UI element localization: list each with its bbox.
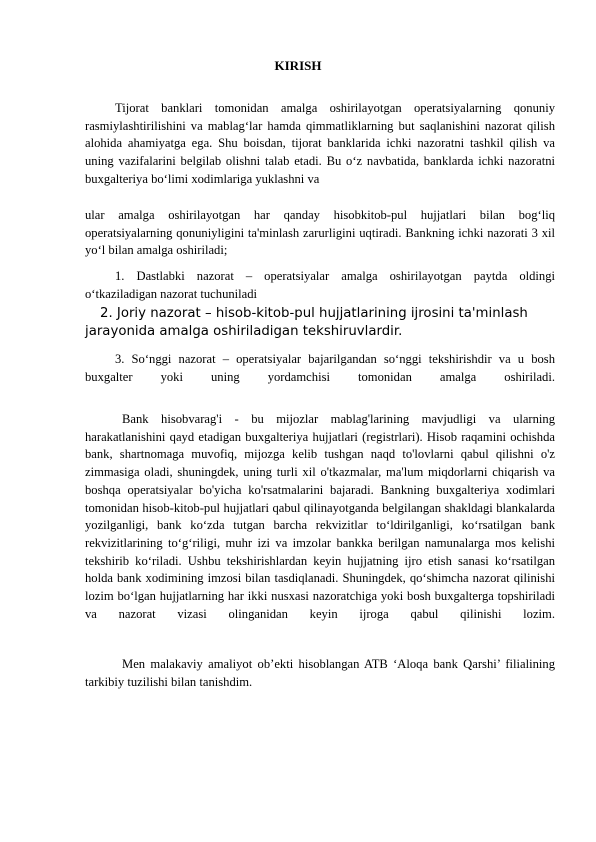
intro-paragraph-part-1: Tijorat banklari tomonidan amalga oshirilayotgan operatsiyalarning qonuniy rasmiylashtirilishini va mablag‘lar hamda qimmatliklarning but saqlanishini nazorat qilish alohida ahamiyatga ega. Shu boisdan, tijorat banklarida ichki nazoratni tashkil qilish va uning vazifalarini belgilab olishni talab etadi. Bu o‘z navbatida, banklarda ichki nazoratni buxgalteriya bo‘limi xodimlariga yuklashni va <box>85 101 555 186</box>
list-item-current-control: 2. Joriy nazorat – hisob-kitob-pul hujjatlarining ijrosini ta'minlash jarayonida amalga oshiriladigan tekshiruvlardir. <box>85 306 528 339</box>
page-title: KIRISH <box>274 58 322 73</box>
bank-account-paragraph: Bank hisobvarag'i - bu mijozlar mablag'larining mavjudligi va ularning harakatlanishini qayd etadigan buxgalteriya hujjatlari (registrlari). Hisob raqamini ochishda bank, shartnomaga muvofiq, mijozga kelib tushgan naqd to'lovlarni qabul qilishni o'z zimmasiga oladi, shuningdek, uning turli xil o'tkazmalar, ma'lum miqdorlarni chiqarish va boshqa operatsiyalar bo'yicha ko'rsatmalarini bajaradi. Bankning buxgalteriya xodimlari tomonidan hisob-kitob-pul hujjatlari qabul qilinayotganda belgilangan shakldagi blankalarda yozilganligi, bank ko‘zda tutgan barcha rekvizitlar to‘ldirilganligi, ko‘rsatilgan bank rekvizitlarining to‘g‘riligi, muhr izi va imzolar bankka berilgan namunalarga mos kelishi tekshirib ko‘riladi. Ushbu tekshirishlardan keyin hujjatning ijro etish sanasi ko‘rsatilgan holda bank xodimining imzosi bilan tasdiqlanadi. Shuningdek, qo‘shimcha nazorat qilinishi lozim bo‘lgan hujjatlarning har ikki nusxasi nazoratchiga yoki bosh buxgalterga topshiriladi va nazorat vizasi olinganidan keyin ijroga qabul qilinishi lozim. <box>85 412 555 621</box>
list-item-final-control: 3. So‘nggi nazorat – operatsiyalar bajarilgandan so‘nggi tekshirishdir va u bosh buxgalter yoki uning yordamchisi tomonidan amalga oshiriladi. <box>85 352 555 384</box>
list-item-initial-control: 1. Dastlabki nazorat – operatsiyalar amalga oshirilayotgan paytda oldingi o‘tkaziladigan nazorat tuchuniladi <box>85 269 555 301</box>
intro-paragraph-part-2: ular amalga oshirilayotgan har qanday hisobkitob-pul hujjatlari bilan bog‘liq operatsiyalarning qonuniyligini ta'minlash zarurligini uqtiradi. Bankning ichki nazorati 3 xil yo‘l bilan amalga oshiriladi; <box>85 208 555 258</box>
closing-paragraph: Men malakaviy amaliyot ob’ekti hisoblangan ATB ‘Aloqa bank Qarshi’ filialining tarkibiy tuzilishi bilan tanishdim. <box>85 657 555 689</box>
